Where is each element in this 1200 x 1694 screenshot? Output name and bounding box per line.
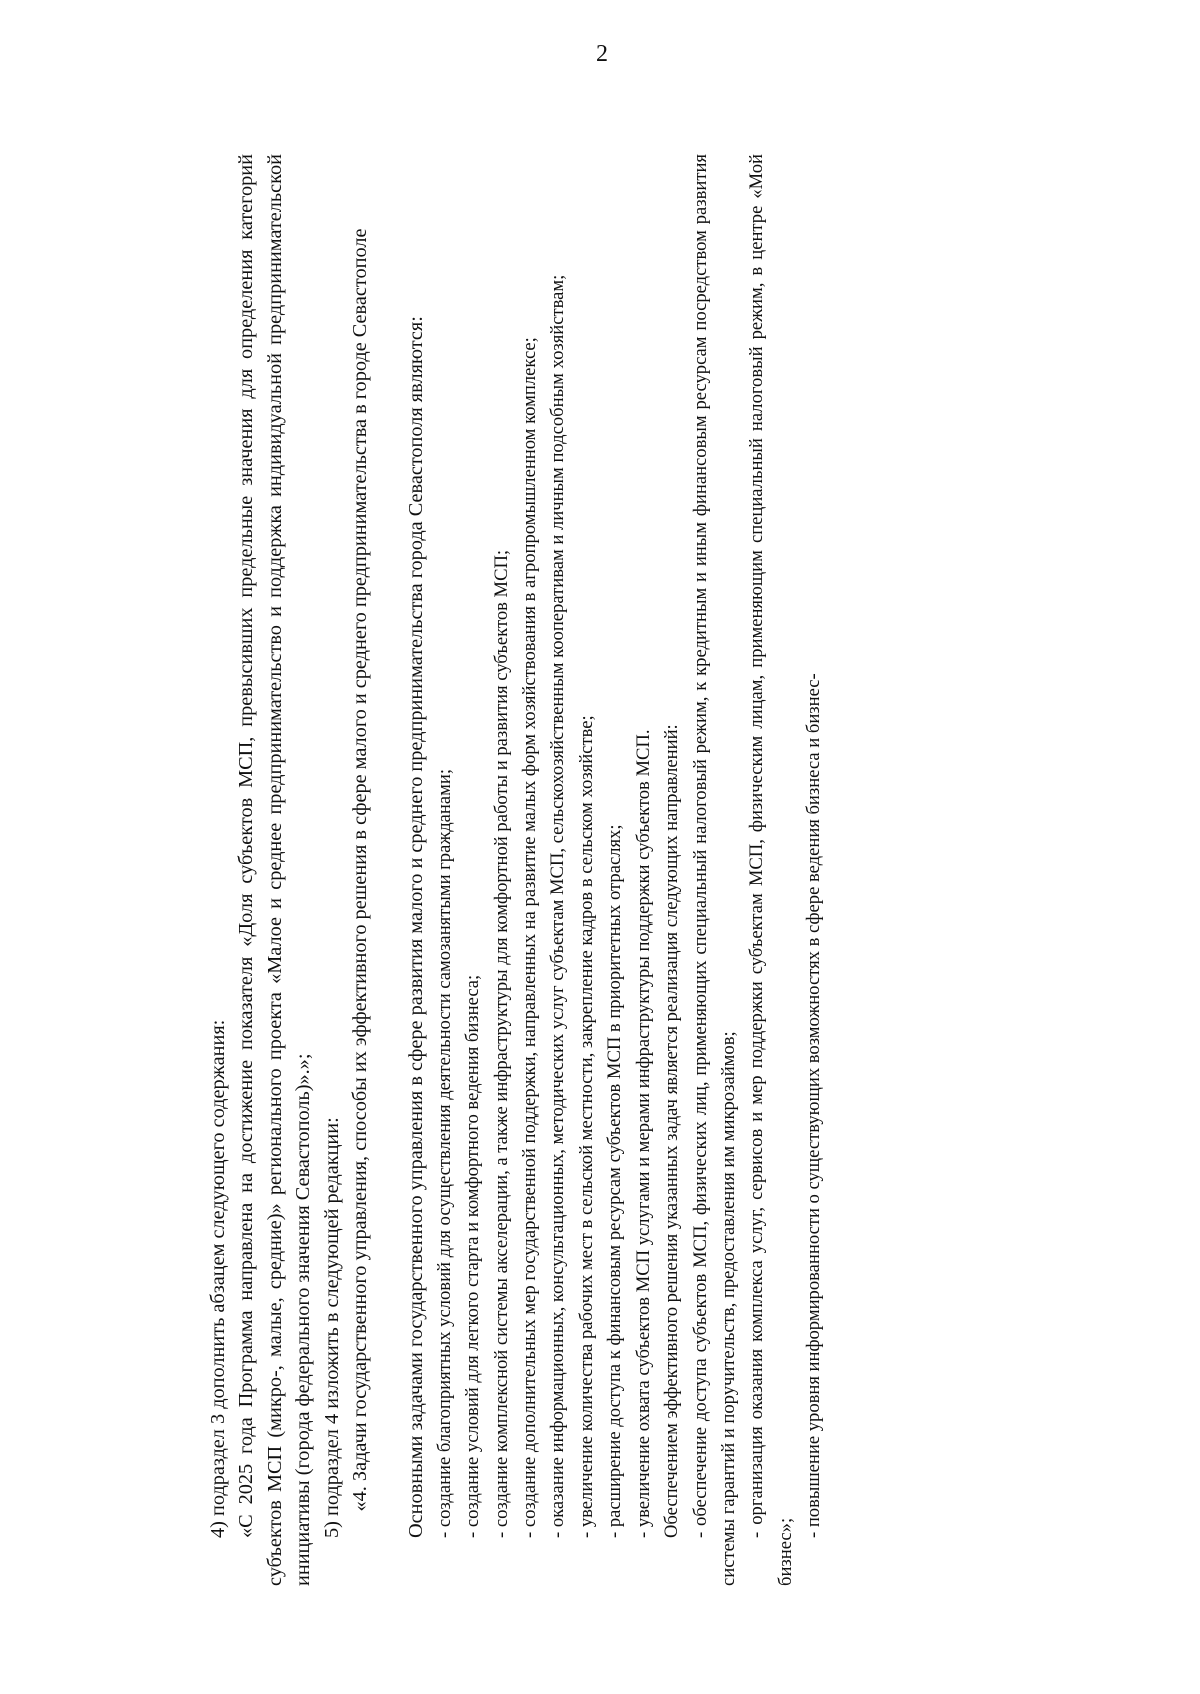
list-item: - создание дополнительных мер государственной поддержки, направленных на развитие малых форм хозяйствования в агропромышленном комплексе; xyxy=(519,337,541,1538)
list-item: - расширение доступа к финансовым ресурсам субъектов МСП в приоритетных отраслях; xyxy=(604,824,626,1538)
list-item: - увеличение охвата субъектов МСП услугами и мерами инфраструктуры поддержки субъектов МСП. xyxy=(632,729,654,1538)
list-item: - обеспечение доступа субъектов МСП, физических лиц, применяющих специальный налоговый режим, к кредитным и иным финансовым ресурсам посредством развития системы гарантий и поручительств, предоставления им микрозаймов; xyxy=(689,154,739,1586)
list-item: - создание условий для легкого старта и комфортного ведения бизнеса; xyxy=(462,974,484,1538)
page-number: 2 xyxy=(596,41,608,67)
paragraph: Основными задачами государственного управления в сфере развития малого и среднего предпринимательства города Севастополя являются: xyxy=(405,316,428,1538)
paragraph: 4) подраздел 3 дополнить абзацем следующего содержания: xyxy=(207,1019,229,1538)
paragraph: Обеспечением эффективного решения указанных задач является реализация следующих направлений: xyxy=(661,724,683,1538)
list-item: - оказание информационных, консультационных, методических услуг субъектам МСП, сельскохозяйственным кооперативам и личным подсобным хозяйствам; xyxy=(547,274,569,1538)
list-item: - повышение уровня информированности о существующих возможностях в сфере ведения бизнеса и бизнес- xyxy=(803,673,825,1538)
paragraph: 5) подраздел 4 изложить в следующей редакции: xyxy=(320,1117,343,1538)
list-item: - увеличение количества рабочих мест в сельской местности, закрепление кадров в сельском хозяйстве; xyxy=(575,715,597,1538)
section-heading: «4. Задачи государственного управления, способы их эффективного решения в сфере малого и среднего предпринимательства в городе Севастополе xyxy=(349,228,372,1512)
paragraph: «С 2025 года Программа направлена на достижение показателя «Доля субъектов МСП, превысивших предельные значения для определения категорий субъектов МСП (микро-, малые, средние)» регионального проекта «Малое и среднее предпринимательство и поддержка индивидуальной предпринимательской инициативы (города федерального значения Севастополь)».»; xyxy=(235,154,315,1586)
list-item: - создание благоприятных условий для осуществления деятельности самозанятыми гражданами; xyxy=(433,769,455,1538)
list-item: - организация оказания комплекса услуг, сервисов и мер поддержки субъектам МСП, физическим лицам, применяющим специальный налоговый режим, в центре «Мой бизнес»; xyxy=(746,154,796,1586)
document-body xyxy=(204,154,829,1586)
list-item: - создание комплексной системы акселерации, а также инфраструктуры для комфортной работы и развития субъектов МСП; xyxy=(490,549,512,1538)
